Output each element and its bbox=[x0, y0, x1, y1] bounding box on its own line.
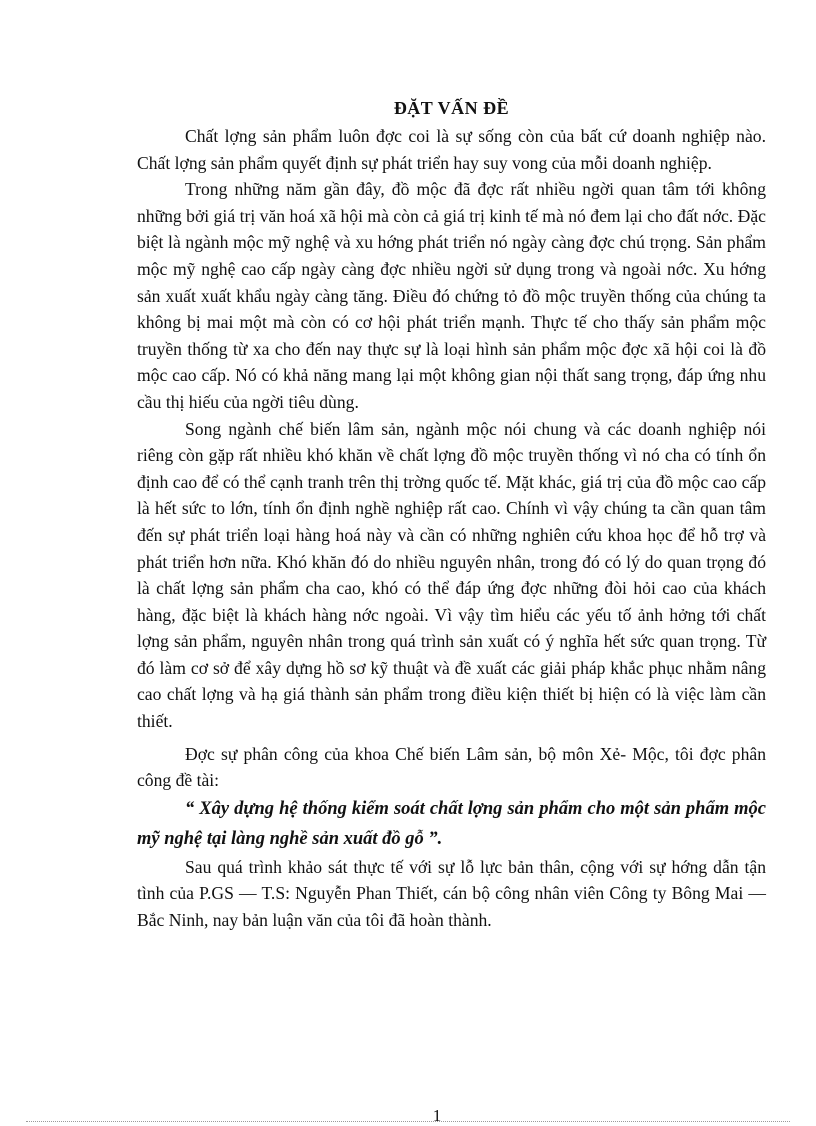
page-number: 1 bbox=[432, 1106, 442, 1125]
paragraph-closing: Sau quá trình khảo sát thực tế với sự lỗ lực bản thân, cộng với sự hớng dẫn tận tình của P.GS — T.S: Nguyễn Phan Thiết, cán bộ công nhân viên Công ty Bông Mai — Bắc Ninh, nay bản luận văn của tôi đã hoàn thành. bbox=[137, 856, 766, 931]
paragraph-intro: Chất lợng sản phẩm luôn đợc coi là sự sống còn của bất cứ doanh nghiệp nào. Chất lợng sản phẩm quyết định sự phát triển hay suy vong của mỗi doanh nghiệp. bbox=[137, 126, 766, 173]
document-title: ĐẶT VẤN ĐỀ bbox=[393, 98, 510, 118]
paragraph-assignment: Đợc sự phân công của khoa Chế biến Lâm sản, bộ môn Xẻ- Mộc, tôi đợc phân công đề tài: bbox=[137, 743, 766, 791]
document-body bbox=[137, 95, 766, 934]
paragraph-problem: Song ngành chế biến lâm sản, ngành mộc nói chung và các doanh nghiệp nói riêng còn gặp rất nhiều khó khăn về chất lợng đồ mộc truyền thống vì nó cha có tính ổn định cao để có thể cạnh tranh trên thị trờng quốc tế. Mặt khác, giá trị của đồ mộc cao cấp là hết sức to lớn, tính ổn định nghề nghiệp rất cao. Chính vì vậy chúng ta cần quan tâm đến sự phát triển loại hàng hoá này và cần có những nghiên cứu khoa học để hỗ trợ và phát triển hơn nữa. Khó khăn đó do nhiều nguyên nhân, trong đó có lý do quan trọng đó là chất lợng sản phẩm cha cao, khó có thể đáp ứng đợc những đòi hỏi cao của khách hàng, đặc biệt là khách hàng nớc ngoài. Vì vậy tìm hiểu các yếu tố ảnh hởng tới chất lợng sản phẩm, nguyên nhân trong quá trình sản xuất có ý nghĩa hết sức quan trọng. Từ đó làm cơ sở để xây dựng hồ sơ kỹ thuật và đề xuất các giải pháp khắc phục nhằm nâng cao chất lợng và hạ giá thành sản phẩm trong điều kiện thiết bị hiện có là việc làm cần thiết. bbox=[137, 418, 766, 732]
paragraph-background: Trong những năm gần đây, đồ mộc đã đợc rất nhiều ngời quan tâm tới không những bởi giá trị văn hoá xã hội mà còn cả giá trị kinh tế mà nó đem lại cho đất nớc. Đặc biệt là ngành mộc mỹ nghệ và xu hớng phát triển nó ngày càng đợc chú trọng. Sản phẩm mộc mỹ nghệ cao cấp ngày càng đợc nhiều ngời sử dụng trong và ngoài nớc. Xu hớng sản xuất xuất khẩu ngày càng tăng. Điều đó chứng tỏ đồ mộc truyền thống của chúng ta không bị mai một mà còn có cơ hội phát triển mạnh. Thực tế cho thấy sản phẩm mộc truyền thống từ xa cho đến nay thực sự là loại hình sản phẩm mộc đợc xã hội coi là đồ mộc cao cấp. Nó có khả năng mang lại một không gian nội thất sang trọng, đáp ứng nhu cầu thị hiếu của ngời tiêu dùng. bbox=[137, 179, 766, 412]
footer-divider bbox=[26, 1121, 790, 1122]
thesis-topic: “ Xây dựng hệ thống kiểm soát chất lợng sản phẩm cho một sản phẩm mộc mỹ nghệ tại làng nghề sản xuất đồ gỗ ”. bbox=[137, 798, 766, 849]
